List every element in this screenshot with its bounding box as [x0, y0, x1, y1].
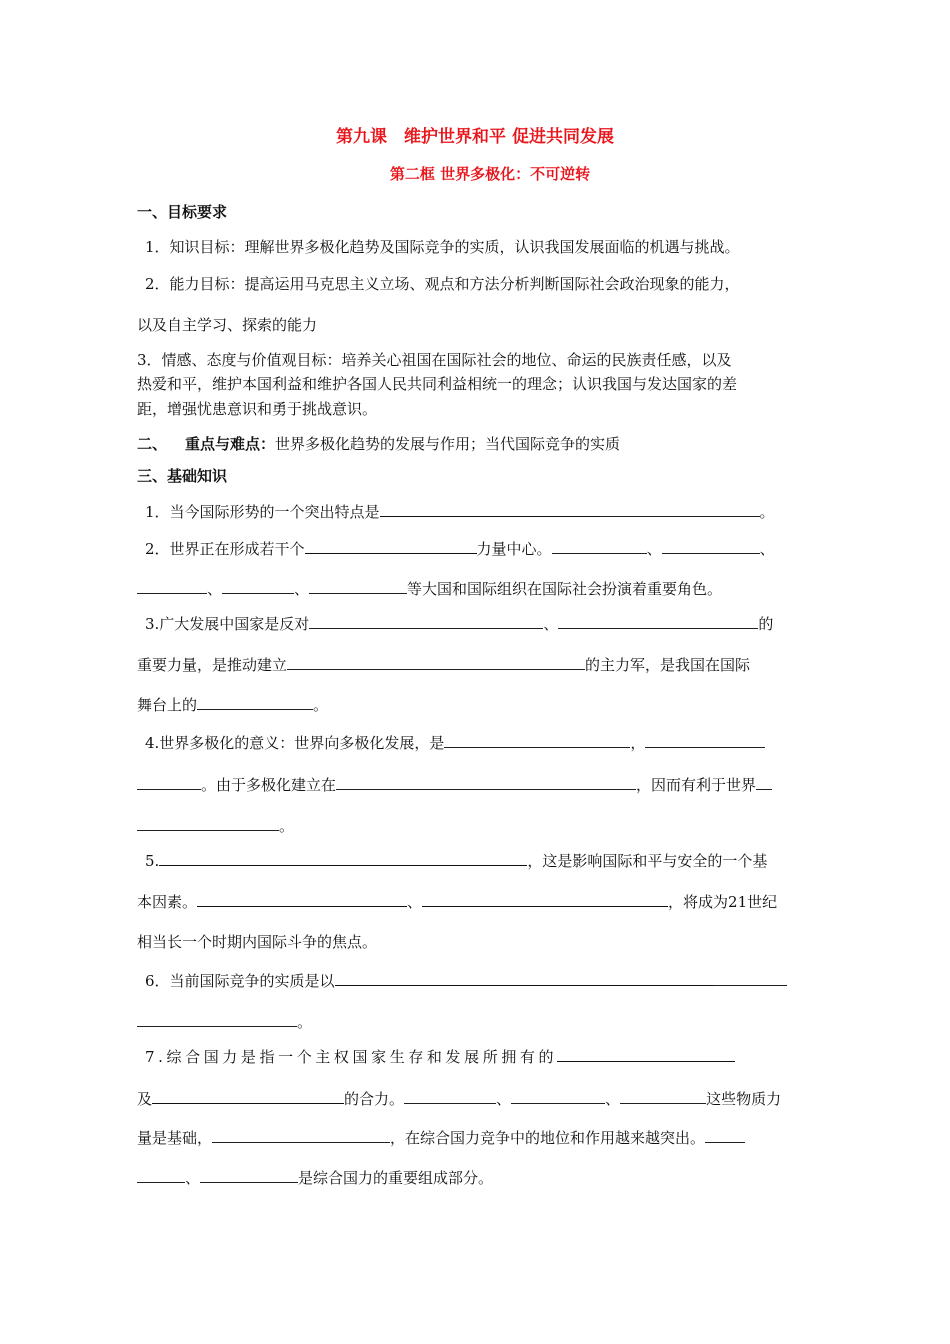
question-5-line3: 相当长一个时期内国际斗争的焦点。 [137, 933, 378, 951]
question-7-line2: 及 的合力。 、 、 这些物质力 [137, 1090, 782, 1108]
question-5-line1: 5. ，这是影响国际和平与安全的一个基 [145, 852, 768, 870]
section-heading-goals: 一、目标要求 [137, 203, 228, 221]
fill-blank[interactable] [152, 1089, 344, 1104]
goal-item-3-line3: 距，增强忧患意识和勇于挑战意识。 [137, 400, 378, 418]
fill-blank[interactable] [197, 695, 313, 710]
fill-blank[interactable] [212, 1128, 390, 1143]
lesson-title: 第九课 维护世界和平 促进共同发展 [336, 127, 614, 147]
goal-item-3-line1: 3．情感、态度与价值观目标：培养关心祖国在国际社会的地位、命运的民族责任感，以及 [137, 351, 732, 369]
goal-item-1: 1．知识目标：理解世界多极化趋势及国际竞争的实质，认识我国发展面临的机遇与挑战。 [145, 238, 740, 256]
fill-blank[interactable] [222, 579, 294, 594]
fill-blank[interactable] [137, 816, 279, 831]
section-heading-keypoints: 重点与难点： [185, 435, 276, 453]
fill-blank[interactable] [309, 614, 543, 629]
fill-blank[interactable] [552, 539, 647, 554]
goal-item-2-cont: 以及自主学习、探索的能力 [137, 316, 318, 334]
fill-blank[interactable] [645, 733, 765, 748]
fill-blank[interactable] [305, 539, 477, 554]
fill-blank[interactable] [197, 892, 407, 907]
question-4-line3: 。 [137, 815, 817, 837]
fill-blank[interactable] [662, 539, 760, 554]
fill-blank[interactable] [756, 775, 772, 790]
fill-blank[interactable] [705, 1128, 745, 1143]
fill-blank[interactable] [159, 851, 527, 866]
fill-blank[interactable] [404, 1089, 496, 1104]
fill-blank[interactable] [200, 1168, 298, 1183]
fill-blank[interactable] [444, 733, 630, 748]
question-3-line2: 重要力量，是推动建立 的主力军，是我国在国际 [137, 656, 751, 674]
question-7-line1: 7.综合国力是指一个主权国家生存和发展所拥有的 [145, 1046, 825, 1068]
fill-blank[interactable] [335, 971, 713, 986]
question-2-line1: 2．世界正在形成若干个 力量中心。 、 、 [145, 540, 775, 558]
question-4-line1: 4.世界多极化的意义：世界向多极化发展，是 ， [145, 732, 825, 754]
question-7-line3: 量是基础， ，在综合国力竞争中的地位和作用越来越突出。 [137, 1127, 817, 1149]
section-heading-keypoints-num: 二、 [137, 435, 168, 453]
question-3-line1: 3.广大发展中国家是反对 、 的 [145, 615, 774, 633]
fill-blank[interactable] [557, 1047, 735, 1062]
question-6-line2: 。 [137, 1011, 817, 1033]
question-2-line2: 、 、 等大国和国际组织在国际社会扮演着重要角色。 [137, 578, 817, 600]
question-7-line4: 、 是综合国力的重要组成部分。 [137, 1167, 817, 1189]
fill-blank[interactable] [713, 971, 787, 986]
fill-blank[interactable] [137, 579, 207, 594]
section-keypoints [137, 433, 817, 455]
fill-blank[interactable] [422, 892, 668, 907]
fill-blank[interactable] [137, 1012, 297, 1027]
question-5-line2: 本因素。 、 ，将成为21世纪 [137, 893, 778, 911]
fill-blank[interactable] [511, 1089, 605, 1104]
question-1: 1．当今国际形势的一个突出特点是 。 [145, 503, 775, 521]
section-heading-basics: 三、基础知识 [137, 467, 228, 485]
fill-blank[interactable] [380, 502, 600, 517]
question-3-line3: 舞台上的 。 [137, 696, 329, 714]
keypoints-text: 世界多极化趋势的发展与作用；当代国际竞争的实质 [275, 435, 621, 453]
fill-blank[interactable] [336, 775, 636, 790]
fill-blank[interactable] [620, 1089, 706, 1104]
fill-blank[interactable] [137, 1168, 185, 1183]
fill-blank[interactable] [600, 502, 760, 517]
fill-blank[interactable] [287, 655, 585, 670]
question-4-line2: 。由于多极化建立在 ，因而有利于世界 [137, 774, 817, 796]
fill-blank[interactable] [137, 775, 201, 790]
goal-item-2: 2．能力目标：提高运用马克思主义立场、观点和方法分析判断国际社会政治现象的能力， [145, 275, 740, 293]
fill-blank[interactable] [309, 579, 407, 594]
goal-item-3-line2: 热爱和平，维护本国利益和维护各国人民共同利益相统一的理念；认识我国与发达国家的差 [137, 375, 738, 393]
lesson-subtitle: 第二框 世界多极化：不可逆转 [389, 165, 591, 183]
question-6-line1: 6．当前国际竞争的实质是以 [145, 970, 825, 992]
fill-blank[interactable] [558, 614, 758, 629]
